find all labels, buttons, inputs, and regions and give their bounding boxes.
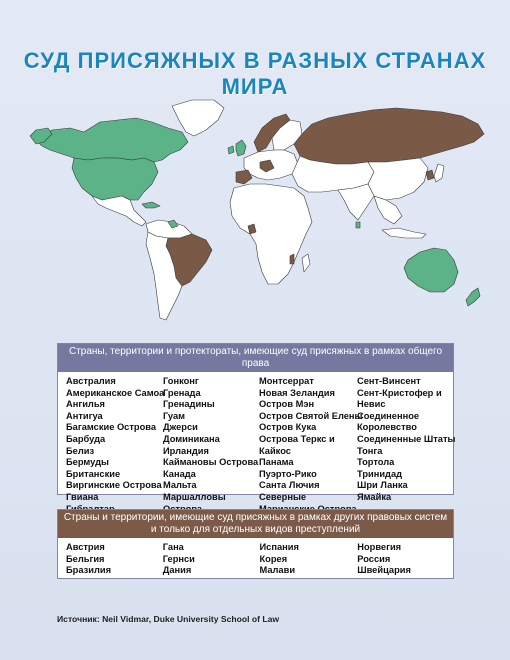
country-item: Остров Мэн	[259, 399, 315, 410]
country-item: Норвегия	[357, 542, 402, 552]
region-russia	[294, 108, 484, 164]
other-systems-header: Страны и территории, имеющие суд присяжных в рамках других правовых систем и только для отдельных видов преступлений	[58, 510, 453, 538]
country-item: Антигуа	[66, 410, 103, 421]
country-item: Остров Святой Елены	[259, 410, 363, 421]
region-korea	[426, 170, 434, 180]
country-item: Бермуды	[66, 457, 109, 468]
common-law-column-2	[163, 376, 259, 515]
country-item: Ангилья	[66, 399, 105, 410]
country-item: Американское Самоа	[66, 387, 165, 398]
common-law-column-4	[357, 376, 456, 515]
country-item: Белиз	[66, 445, 95, 456]
country-item: Тонга	[357, 445, 383, 456]
country-item: Острова Теркс и	[259, 433, 335, 444]
region-indonesia	[382, 228, 426, 238]
region-ireland	[228, 146, 234, 154]
country-item: Гвиана	[66, 491, 99, 502]
region-japan	[434, 164, 444, 182]
region-se-asia	[374, 196, 402, 224]
region-sri-lanka	[356, 222, 360, 228]
common-law-column-1	[66, 376, 163, 515]
region-india	[338, 184, 374, 220]
region-malawi	[290, 254, 294, 264]
source-credit: Источник: Neil Vidmar, Duke University School of Law	[57, 614, 280, 624]
country-item: Британские	[66, 468, 121, 479]
common-law-panel	[57, 343, 456, 502]
region-caribbean	[142, 202, 160, 208]
country-item: Ямайка	[357, 491, 392, 502]
country-item: Швейцария	[357, 565, 411, 576]
country-item: Гонконг	[163, 376, 199, 386]
country-item: Бразилия	[66, 565, 112, 576]
common-law-columns	[58, 372, 456, 515]
country-item: Россия	[357, 553, 391, 564]
country-item: Остров Кука	[259, 422, 317, 433]
country-item: Королевство	[357, 422, 417, 433]
common-law-column-3	[259, 376, 363, 515]
country-item: Гуам	[163, 410, 186, 421]
region-canada	[36, 118, 188, 162]
country-item: Австрия	[66, 542, 105, 552]
region-greenland	[172, 100, 224, 136]
country-item: Мальта	[163, 480, 197, 491]
country-item: Кайкос	[259, 445, 291, 456]
region-africa	[230, 184, 312, 284]
country-item: Сент-Кристофер и	[357, 387, 442, 398]
country-item: Тринидад	[357, 468, 403, 479]
country-item: Джерси	[163, 422, 198, 433]
region-mexico	[92, 196, 146, 226]
country-item: Сент-Винсент	[357, 376, 421, 386]
country-item: Малави	[259, 565, 296, 576]
world-map	[22, 88, 492, 328]
country-item: Дания	[162, 565, 192, 576]
country-item: Соединенные Штаты	[357, 433, 456, 444]
country-item: Тортола	[357, 457, 395, 468]
country-item: Маршалловы	[163, 491, 226, 502]
country-item: Бельгия	[66, 553, 105, 564]
other-systems-columns	[58, 538, 453, 577]
country-item: Австралия	[66, 376, 116, 386]
country-item: Багамские Острова	[66, 422, 157, 433]
country-item: Корея	[259, 553, 288, 564]
other-systems-column-1	[66, 542, 163, 577]
region-new-zealand	[466, 288, 480, 306]
other-systems-column-4	[357, 542, 447, 577]
other-systems-column-2	[163, 542, 260, 577]
country-item: Гана	[162, 542, 184, 552]
region-australia	[404, 248, 458, 292]
country-item: Пуэрто-Рико	[259, 468, 317, 479]
country-item: Санта Лючия	[259, 480, 320, 491]
country-item: Гренадины	[163, 399, 215, 410]
country-item: Виргинские Острова	[66, 480, 162, 491]
country-item: Панама	[259, 457, 294, 468]
country-item: Соединенное	[357, 410, 420, 421]
country-item: Гернси	[162, 553, 195, 564]
region-east-asia	[368, 158, 428, 200]
country-item: Ирландия	[163, 445, 209, 456]
country-item: Каймановы Острова	[163, 457, 259, 468]
country-item: Северные	[259, 491, 307, 502]
country-item: Шри Ланка	[357, 480, 408, 491]
region-uk	[236, 140, 246, 156]
region-usa	[72, 158, 158, 200]
other-systems-column-3	[260, 542, 358, 577]
country-item: Испания	[259, 542, 299, 552]
country-item: Монтсеррат	[259, 376, 314, 386]
country-item: Гренада	[163, 387, 201, 398]
page-title: СУД ПРИСЯЖНЫХ В РАЗНЫХ СТРАНАХ МИРА	[23, 48, 487, 99]
common-law-header: Страны, территории и протектораты, имеющие суд присяжных в рамках общего права	[58, 344, 453, 372]
country-item: Новая Зеландия	[259, 387, 335, 398]
country-item: Невис	[357, 399, 386, 410]
country-item: Барбуда	[66, 433, 106, 444]
other-systems-panel	[57, 509, 454, 579]
country-item: Канада	[163, 468, 196, 479]
region-madagascar	[302, 254, 310, 272]
country-item: Доминикана	[163, 433, 220, 444]
